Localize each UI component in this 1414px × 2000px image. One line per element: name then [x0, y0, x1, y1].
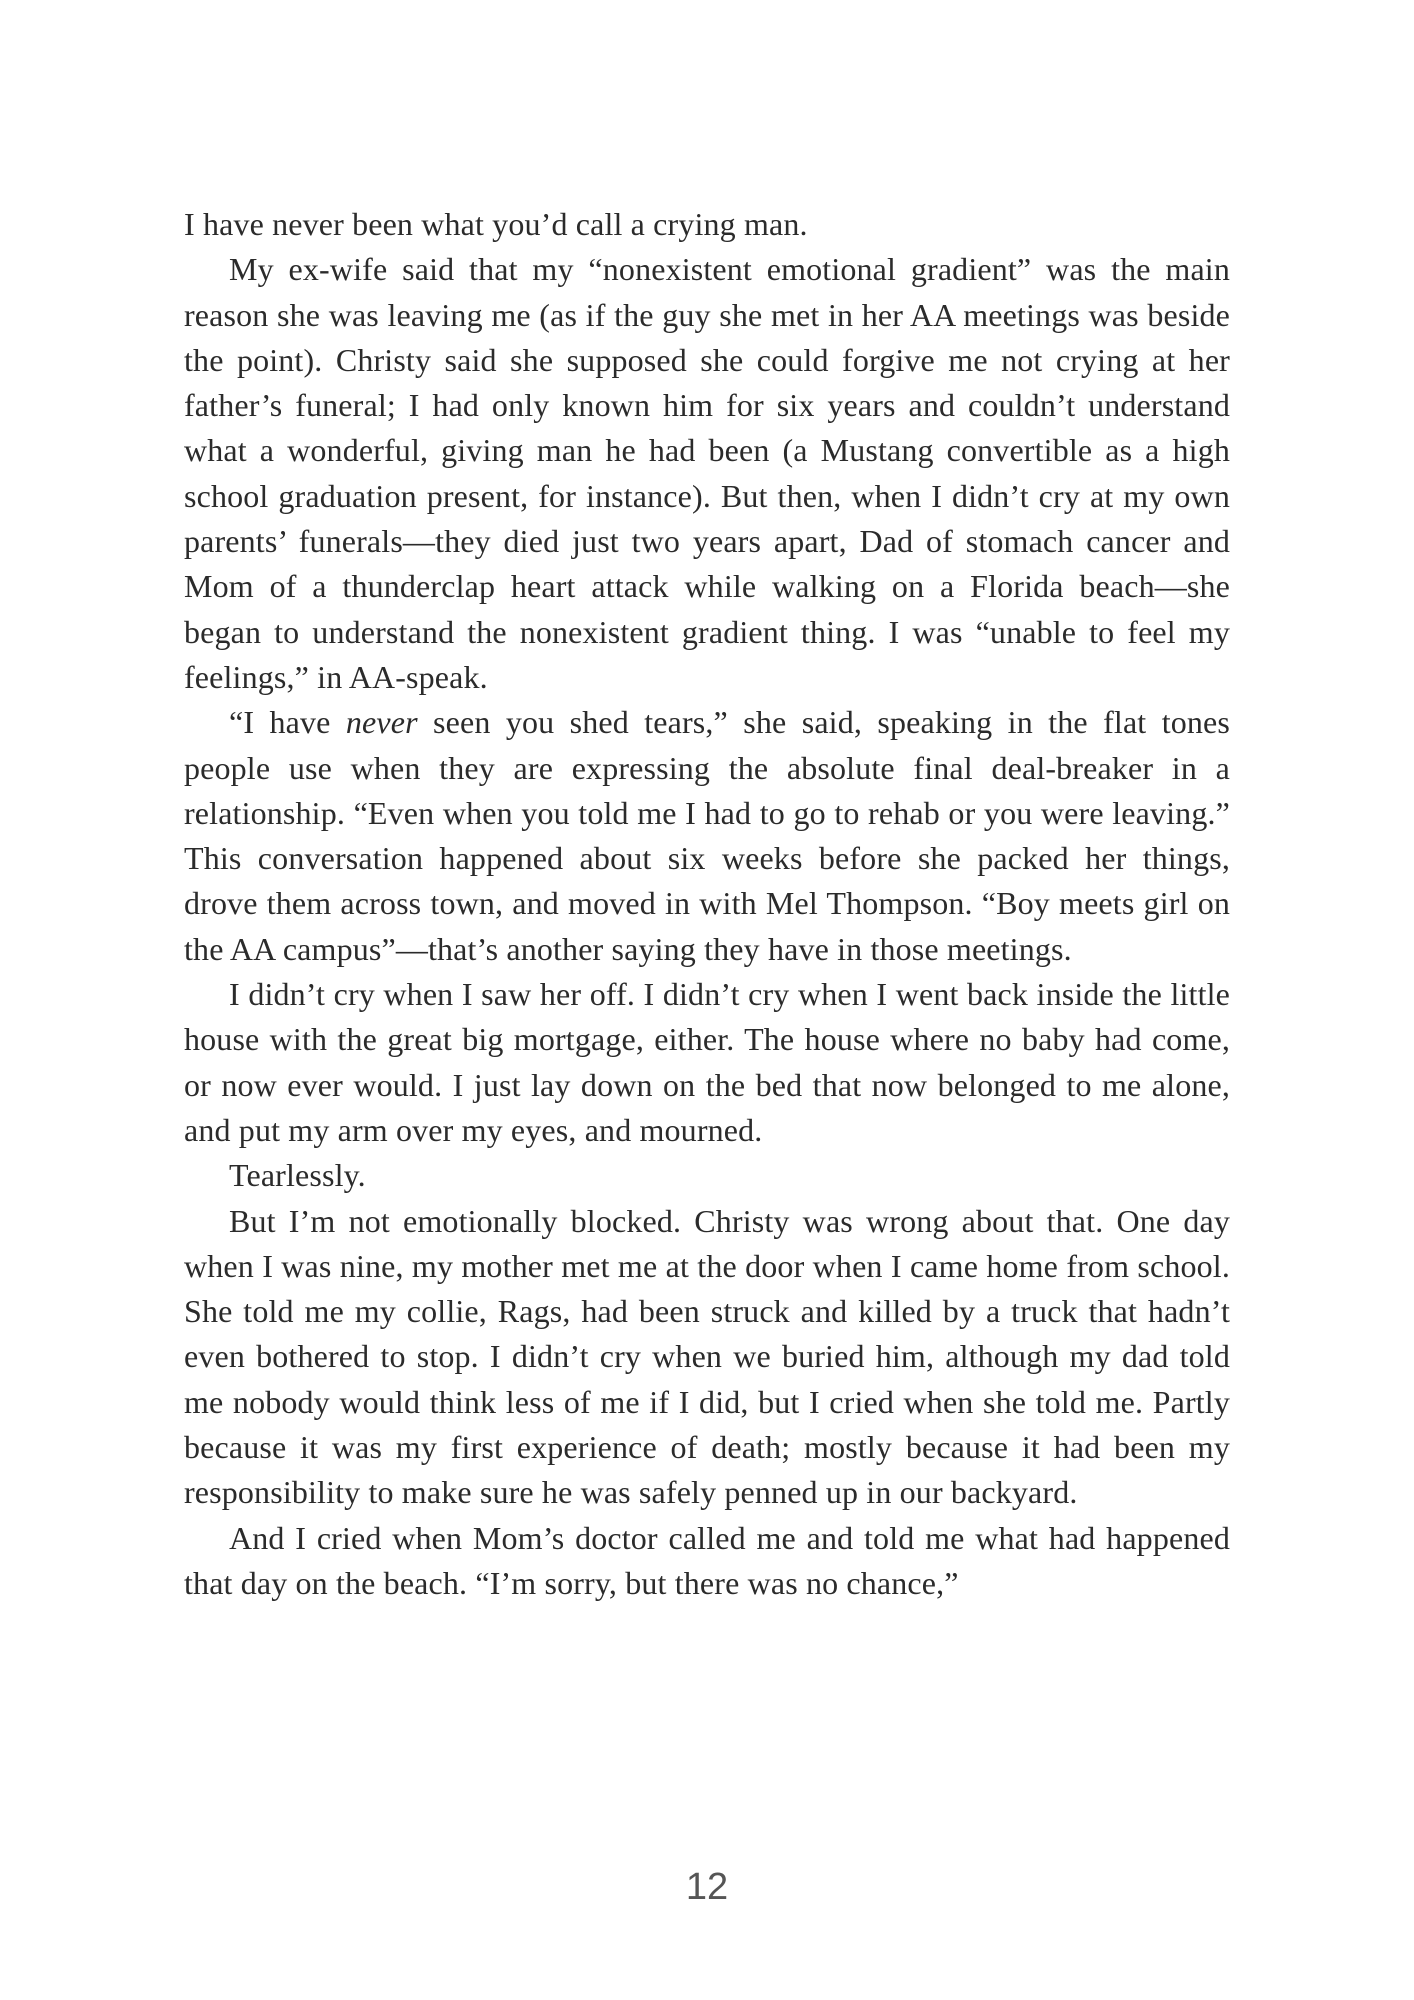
body-text	[184, 202, 1230, 1606]
paragraph-2: My ex-wife said that my “nonexistent emotional gradient” was the main reason she was leaving me (as if the guy she met in her AA meetings was beside the point). Christy said she supposed she could forgive me not crying at her father’s funeral; I had only known him for six years and couldn’t understand what a wonderful, giving man he had been (a Mustang convertible as a high school graduation present, for instance). But then, when I didn’t cry at my own parents’ funerals—they died just two years apart, Dad of stomach cancer and Mom of a thunderclap heart attack while walking on a Florida beach—she began to understand the nonexistent gradient thing. I was “unable to feel my feelings,” in AA-speak.	[184, 251, 1230, 695]
paragraph-5: Tearlessly.	[229, 1157, 366, 1194]
paragraph-3-after: seen you shed tears,” she said, speaking in the flat tones people use when they are expressing the absolute final deal-breaker in a relationship. “Even when you told me I had to go to rehab or you were leaving.” This conversation happened about six weeks before she packed her things, drove them across town, and moved in with Mel Thompson. “Boy meets girl on the AA campus”—that’s another saying they have in those meetings.	[184, 704, 1230, 967]
paragraph-1: I have never been what you’d call a crying man.	[184, 206, 808, 242]
paragraph-6: But I’m not emotionally blocked. Christy was wrong about that. One day when I was nine, my mother met me at the door when I came home from school. She told me my collie, Rags, had been struck and killed by a truck that hadn’t even bothered to stop. I didn’t cry when we buried him, although my dad told me nobody would think less of me if I did, but I cried when she told me. Partly because it was my first experience of death; mostly because it had been my responsibility to make sure he was safely penned up in our backyard.	[184, 1202, 1230, 1511]
paragraph-3	[184, 700, 1230, 972]
paragraph-7: And I cried when Mom’s doctor called me and told me what had happened that day on the beach. “I’m sorry, but there was no chance,”	[184, 1519, 1230, 1601]
paragraph-4: I didn’t cry when I saw her off. I didn’t cry when I went back inside the little house with the great big mortgage, either. The house where no baby had come, or now ever would. I just lay down on the bed that now belonged to me alone, and put my arm over my eyes, and mourned.	[184, 976, 1230, 1148]
page-number: 12	[685, 1866, 729, 1908]
paragraph-3-before: “I have	[229, 704, 346, 741]
paragraph-3-emphasis: never	[345, 704, 418, 741]
